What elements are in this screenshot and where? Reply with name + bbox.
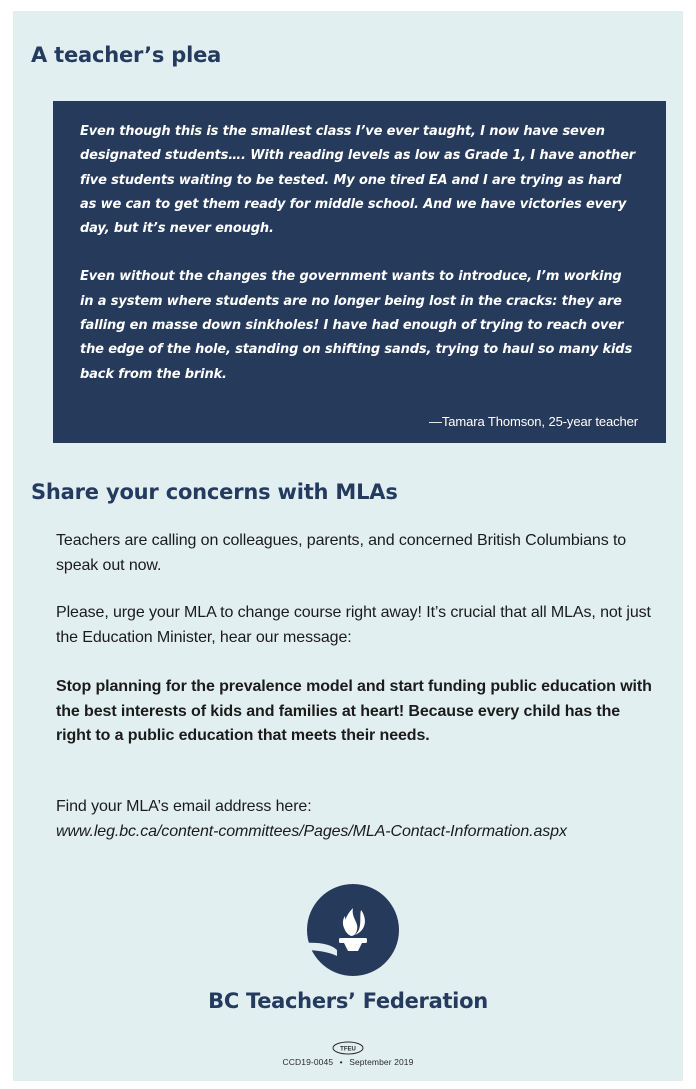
call-to-action: Stop planning for the prevalence model and start funding public education with the best interests of kids and families at heart! Because every child has the right to a public education that meets their needs. [56,678,652,744]
flyer-page [13,11,683,1081]
intro-paragraph: Teachers are calling on colleagues, parents, and concerned British Columbians to speak out now. [56,532,627,574]
mla-contact-link[interactable]: www.leg.bc.ca/content-committees/Pages/MLA-Contact-Information.aspx [56,822,567,840]
testimonial-attribution: —Tamara Thomson, 25-year teacher [429,414,638,429]
testimonial-paragraph-2: Even without the changes the government wants to introduce, I’m working in a system where students are no longer being lost in the cracks: they are falling en masse down sinkholes! I have had enough of trying to reach over the edge of the hole, standing on shifting sands, trying to haul so many kids back from the brink. [80,269,633,382]
footer-separator: • [339,1057,343,1067]
document-code: CCD19-0045 [282,1057,334,1067]
union-bug-icon [332,1041,364,1055]
publication-date: September 2019 [349,1057,414,1067]
organization-name: BC Teachers’ Federation [208,989,488,1013]
urge-paragraph: Please, urge your MLA to change course right away! It’s crucial that all MLAs, not just the Education Minister, hear our message: [56,604,651,646]
plea-heading: A teacher’s plea [31,43,222,67]
union-bug-text: TFEU [340,1046,356,1053]
mla-contact-block [56,795,656,844]
document-code-line [13,1057,683,1067]
testimonial-box [53,101,666,443]
mla-contact-label: Find your MLA’s email address here: [56,798,312,815]
share-heading: Share your concerns with MLAs [31,480,398,504]
bctf-flame-logo-icon [301,880,401,980]
testimonial-paragraph-1: Even though this is the smallest class I’ve ever taught, I now have seven designated students…. With reading levels as low as Grade 1, I have another five students waiting to be tested. My one tired EA and I are trying as hard as we can to get them ready for middle school. And we have victories every day, but it’s never enough. [80,124,636,237]
